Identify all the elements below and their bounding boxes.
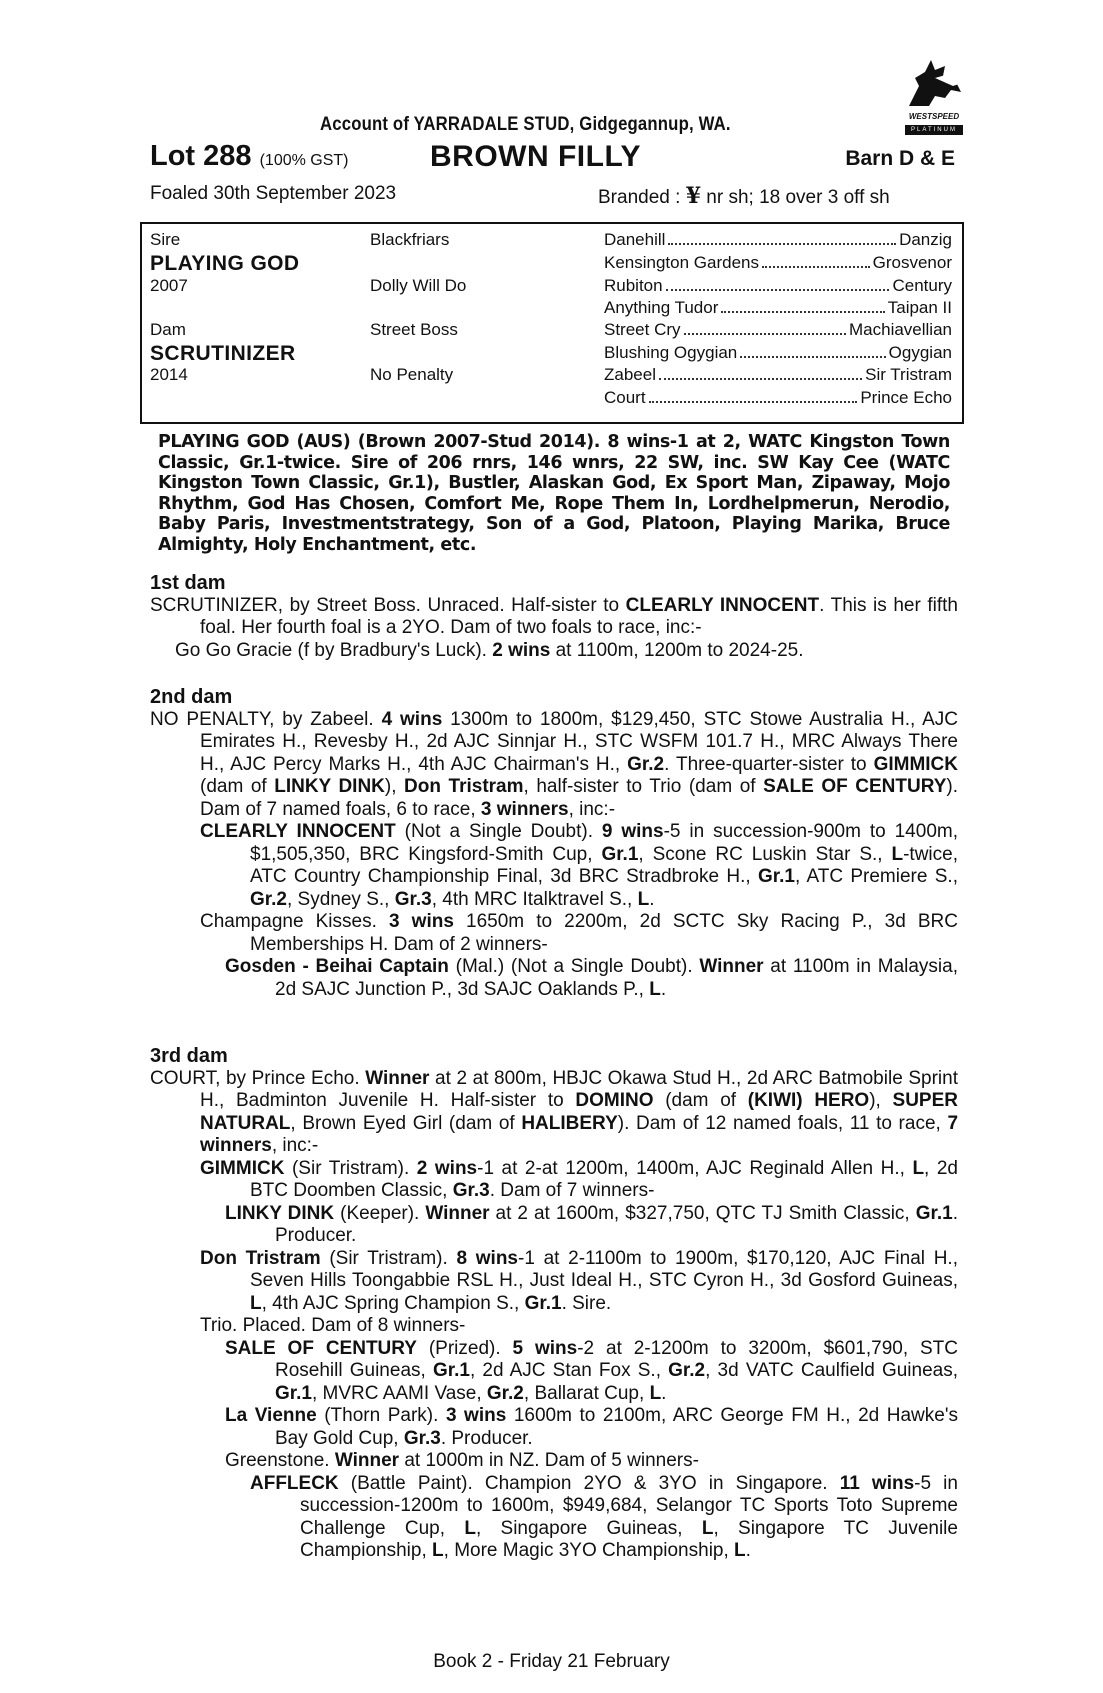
dam-paragraph: COURT, by Prince Echo. Winner at 2 at 800m, HBJC Okawa Stud H., 2d ARC Batmobile Sprint H., Badminton Juvenile H. Half-sister to DOMINO (dam of (KIWI) HERO), SUPER NATURAL, Brown Eyed Girl (dam of HALIBERY). Dam of 12 named foals, 11 to race, 7 winners, inc:-	[150, 1067, 959, 1156]
page-footer: Book 2 - Friday 21 February	[433, 1651, 670, 1672]
progeny-entry: Trio. Placed. Dam of 8 winners-	[200, 1315, 466, 1336]
foaled-date: Foaled 30th September 2023	[150, 183, 397, 204]
lot-number: Lot 288 (100% GST)	[150, 140, 349, 172]
progeny-entry: Go Go Gracie (f by Bradbury's Luck). 2 wins at 1100m, 1200m to 2024-25.	[175, 639, 804, 661]
pedigree-g3-row: Anything Tudor Taipan II	[604, 298, 952, 317]
dam-label: Dam	[150, 320, 186, 339]
dam-year: 2014	[150, 365, 188, 384]
pedigree-g3-row: Blushing Ogygian Ogygian	[604, 343, 952, 362]
account-line: Account of YARRADALE STUD, Gidgegannup, WA.	[320, 114, 731, 135]
first-dam-section	[150, 572, 958, 662]
progeny-entry: AFFLECK (Battle Paint). Champion 2YO & 3YO in Singapore. 11 wins-5 in succession-1200m to 1600m, $949,684, Selangor TC Sports Toto Supreme Challenge Cup, L, Singapore Guineas, L, Singapore TC Juvenile Championship, L, More Magic 3YO Championship, L.	[250, 1472, 958, 1561]
progeny-entry: LINKY DINK (Keeper). Winner at 2 at 1600m, $327,750, QTC TJ Smith Classic, Gr.1. Producer.	[225, 1202, 958, 1246]
second-dam-section	[150, 686, 958, 1001]
pedigree-g2-4: No Penalty	[370, 365, 454, 384]
pedigree-g3-row: Court Prince Echo	[604, 388, 952, 407]
pedigree-table	[140, 222, 964, 424]
section-heading: 2nd dam	[150, 686, 233, 708]
section-heading: 1st dam	[150, 572, 226, 594]
dam-paragraph: SCRUTINIZER, by Street Boss. Unraced. Half-sister to CLEARLY INNOCENT. This is her fifth foal. Her fourth foal is a 2YO. Dam of two foals to race, inc:-	[150, 594, 958, 638]
dam-name: SCRUTINIZER	[150, 342, 296, 365]
pedigree-g2-1: Blackfriars	[370, 230, 450, 249]
logo-brand-text: WESTSPEED	[908, 112, 960, 121]
progeny-entry: Gosden - Beihai Captain (Mal.) (Not a Single Doubt). Winner at 1100m in Malaysia, 2d SAJC Junction P., 3d SAJC Oaklands P., L.	[225, 956, 958, 1000]
pedigree-g3-row: Rubiton Century	[604, 276, 952, 295]
pedigree-g2-2: Dolly Will Do	[370, 276, 467, 295]
progeny-entry: La Vienne (Thorn Park). 3 wins 1600m to 2100m, ARC George FM H., 2d Hawke's Bay Gold Cup, Gr.3. Producer.	[225, 1405, 958, 1449]
progeny-entry: Don Tristram (Sir Tristram). 8 wins-1 at 2-1100m to 1900m, $170,120, AJC Final H., Seven Hills Toongabbie RSL H., Just Ideal H., STC Cyron H., 3d Gosford Guineas, L, 4th AJC Spring Champion S., Gr.1. Sire.	[200, 1247, 958, 1314]
section-heading: 3rd dam	[150, 1045, 228, 1067]
pedigree-g2-3: Street Boss	[370, 320, 458, 339]
pedigree-g3-row: Street Cry Machiavellian	[604, 320, 952, 339]
sire-name: PLAYING GOD	[150, 252, 300, 275]
branded-line: Branded : ¥ nr sh; 18 over 3 off sh	[598, 183, 890, 209]
lot-title: BROWN FILLY	[430, 140, 642, 173]
brand-mark-icon: ¥	[685, 183, 701, 209]
lot-line	[150, 140, 955, 180]
sire-year: 2007	[150, 276, 188, 295]
pedigree-g3-row: Kensington Gardens Grosvenor	[604, 253, 952, 272]
dam-paragraph: NO PENALTY, by Zabeel. 4 wins 1300m to 1800m, $129,450, STC Stowe Australia H., AJC Emirates H., Revesby H., 2d AJC Sinnjar H., STC WSFM 101.7 H., MRC Always There H., AJC Percy Marks H., 4th AJC Chairman's H., Gr.2. Three-quarter-sister to GIMMICK (dam of LINKY DINK), Don Tristram, half-sister to Trio (dam of SALE OF CENTURY). Dam of 7 named foals, 6 to race, 3 winners, inc:-	[150, 708, 959, 820]
logo-tier-text: PLATINUM	[905, 125, 963, 135]
sire-label: Sire	[150, 230, 181, 249]
gst-note: (100% GST)	[259, 152, 349, 169]
pedigree-g3-row: Zabeel Sir Tristram	[604, 365, 952, 384]
third-dam-section	[150, 1045, 958, 1563]
progeny-entry: Greenstone. Winner at 1000m in NZ. Dam of 5 winners-	[225, 1450, 699, 1471]
sire-summary: PLAYING GOD (AUS) (Brown 2007-Stud 2014). 8 wins-1 at 2, WATC Kingston Town Classic, Gr.1-twice. Sire of 206 rnrs, 146 wnrs, 22 SW, inc. SW Kay Cee (WATC Kingston Town Classic, Gr.1), Bustler, Alaskan God, Ex Sport Man, Zipaway, Mojo Rhythm, God Has Chosen, Comfort Me, Rope Them In, Lordhelpmerun, Nerodio, Baby Paris, Investmentstrategy, Son of a God, Platoon, Playing Marika, Bruce Almighty, Holy Enchantment, etc.	[158, 432, 950, 555]
horse-logo-icon	[905, 56, 963, 112]
westspeed-logo	[905, 56, 963, 136]
progeny-entry: SALE OF CENTURY (Prized). 5 wins-2 at 2-1200m to 3200m, $601,790, STC Rosehill Guineas, Gr.1, 2d AJC Stan Fox S., Gr.2, 3d VATC Caulfield Guineas, Gr.1, MVRC AAMI Vase, Gr.2, Ballarat Cup, L.	[225, 1337, 958, 1404]
progeny-entry: Champagne Kisses. 3 wins 1650m to 2200m, 2d SCTC Sky Racing P., 3d BRC Memberships H. Dam of 2 winners-	[200, 911, 958, 955]
barn-label: Barn D & E	[845, 147, 955, 170]
progeny-entry: GIMMICK (Sir Tristram). 2 wins-1 at 2-at 1200m, 1400m, AJC Reginald Allen H., L, 2d BTC Doomben Classic, Gr.3. Dam of 7 winners-	[200, 1157, 958, 1201]
pedigree-g3-row: Danehill Danzig	[604, 230, 952, 249]
progeny-entry: CLEARLY INNOCENT (Not a Single Doubt). 9 wins-5 in succession-900m to 1400m, $1,505,350, BRC Kingsford-Smith Cup, Gr.1, Scone RC Luskin Star S., L-twice, ATC Country Championship Final, 3d BRC Stradbroke H., Gr.1, ATC Premiere S., Gr.2, Sydney S., Gr.3, 4th MRC Italktravel S., L.	[200, 821, 958, 910]
